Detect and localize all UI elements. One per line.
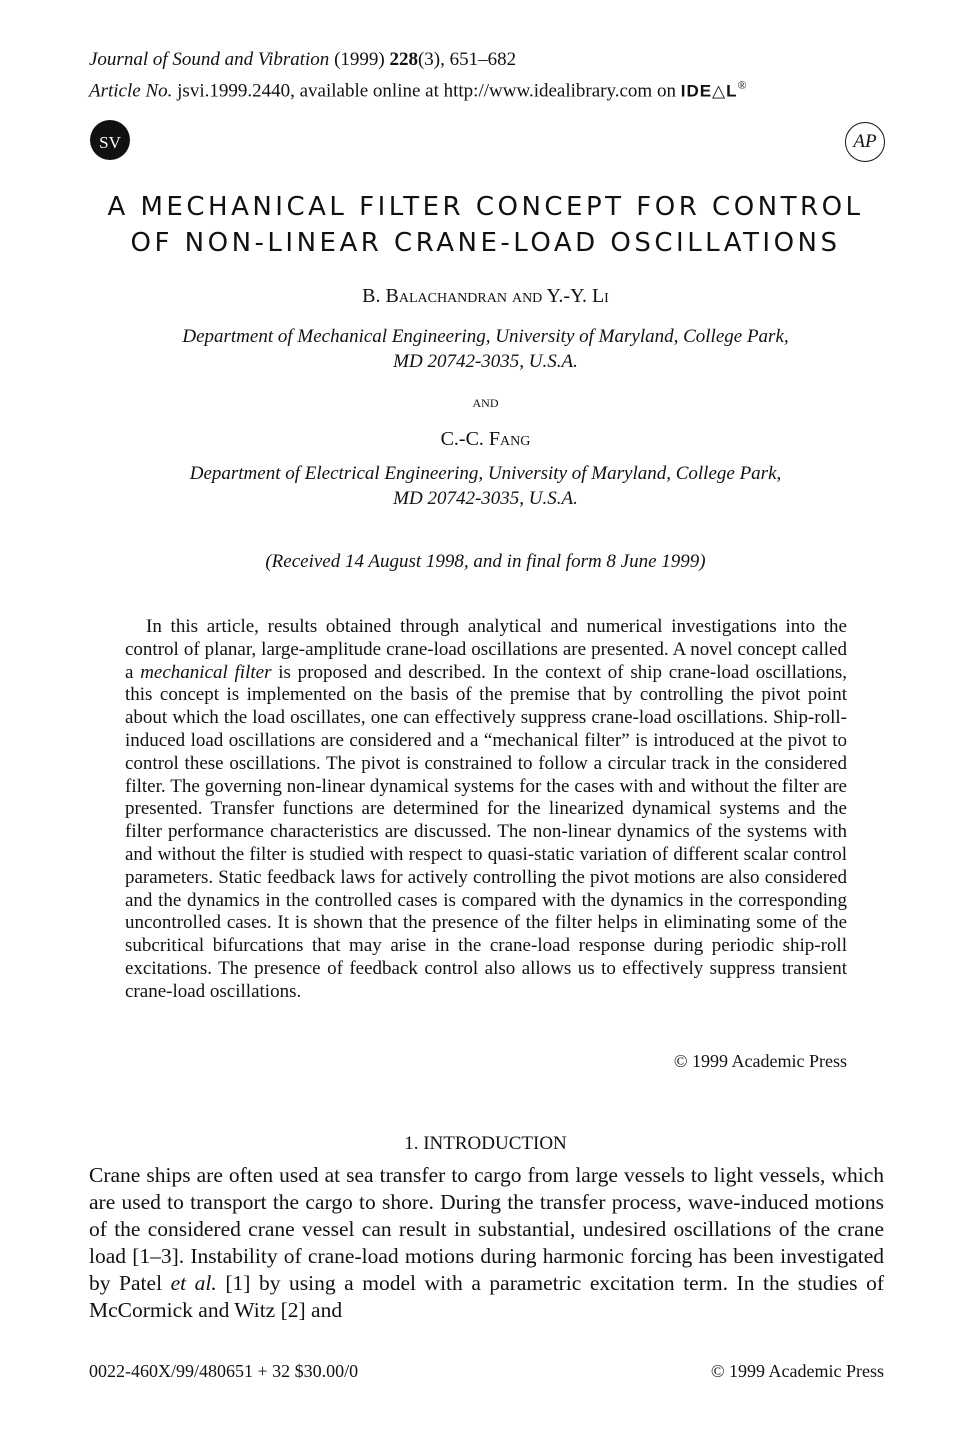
affiliation-1 bbox=[0, 324, 971, 374]
ap-logo-text: AP bbox=[853, 131, 877, 152]
intro-paragraph bbox=[89, 1162, 884, 1324]
affiliation-1-line-2: MD 20742-3035, U.S.A. bbox=[393, 351, 578, 372]
journal-citation bbox=[89, 48, 516, 72]
abstract-emphasis: mechanical filter bbox=[140, 661, 272, 683]
registered-mark: ® bbox=[737, 78, 747, 92]
journal-volume: 228 bbox=[389, 49, 418, 70]
authors-2: C.-C. Fang bbox=[440, 428, 531, 450]
title-line-1: A MECHANICAL FILTER CONCEPT FOR CONTROL bbox=[107, 192, 864, 222]
affiliation-2-line-2: MD 20742-3035, U.S.A. bbox=[393, 488, 578, 509]
section-heading: 1. INTRODUCTION bbox=[404, 1133, 567, 1154]
abstract-copyright: © 1999 Academic Press bbox=[673, 1051, 847, 1071]
journal-issue-pages: (3), 651–682 bbox=[417, 49, 517, 70]
title-line-2: OF NON-LINEAR CRANE-LOAD OSCILLATIONS bbox=[130, 228, 841, 258]
sv-logo bbox=[90, 120, 130, 160]
paper-title bbox=[0, 189, 971, 261]
received-dates: (Received 14 August 1998, and in final form 8 June 1999) bbox=[265, 551, 706, 572]
journal-year: (1999) bbox=[334, 49, 385, 70]
intro-body bbox=[89, 1162, 884, 1324]
ap-logo bbox=[845, 122, 885, 162]
affiliation-2-line-1: Department of Electrical Engineering, University of Maryland, College Park, bbox=[189, 463, 782, 484]
footer-copyright: © 1999 Academic Press bbox=[710, 1361, 884, 1381]
intro-text-1: Crane ships are often used at sea transfer to cargo from large vessels to light vessels, which are used to transport the cargo to shore. During the transfer process, wave-induced motions of the considered crane vessel can result in substantial, undesired oscillations of the crane load [1–3]. Instability of crane-load motions during harmonic forcing has been investigated by Patel bbox=[89, 1163, 884, 1295]
and-separator: and bbox=[472, 392, 499, 411]
affiliation-2 bbox=[0, 461, 971, 511]
authors-1: B. Balachandran and Y.-Y. Li bbox=[362, 285, 609, 307]
abstract-paragraph bbox=[125, 616, 847, 1004]
ideal-logo: IDE△L bbox=[680, 81, 738, 101]
article-text: jsvi.1999.2440, available online at http://www.idealibrary.com on bbox=[177, 80, 676, 102]
abstract-text-2: is proposed and described. In the context of ship crane-load oscillations, this concept is implemented on the basis of the premise that by controlling the pivot point about which the load oscillates, one can effectively suppress crane-load oscillations. Ship-roll-induced load oscillations are considered and a “mechanical filter” is introduced at the pivot to control these oscillations. The pivot is constrained to follow a circular track in the considered filter. The governing non-linear dynamical systems for the cases with and without the filter are presented. Transfer functions are determined for the linearized dynamical systems and the filter performance characteristics are discussed. The non-linear dynamics of the systems with and without the filter is studied with respect to quasi-static variation of different scalar control parameters. Static feedback laws for actively controlling the pivot motions are also considered and the dynamics in the controlled cases is compared with the dynamics in the corresponding uncontrolled cases. It is shown that the presence of the filter helps in eliminating some of the subcritical bifurcations that may arise in the crane-load response during periodic ship-roll excitations. The presence of feedback control also allows us to effectively suppress transient crane-load oscillations. bbox=[125, 661, 848, 1002]
intro-etal: et al. bbox=[170, 1271, 217, 1295]
affiliation-1-line-1: Department of Mechanical Engineering, University of Maryland, College Park, bbox=[182, 326, 789, 347]
article-label: Article No. bbox=[89, 80, 173, 102]
article-line bbox=[89, 73, 747, 103]
intro-text-2: [1] by using a model with a parametric excitation term. In the studies of McCormick and Witz [2] and bbox=[89, 1271, 884, 1322]
abstract bbox=[125, 616, 847, 1004]
journal-name: Journal of Sound and Vibration bbox=[89, 49, 330, 70]
sv-logo-text: SV bbox=[99, 133, 121, 152]
abstract-text-1: In this article, results obtained through analytical and numerical investigations into the control of planar, large-amplitude crane-load oscillations are presented. A novel concept called a bbox=[125, 616, 847, 683]
footer-code: 0022-460X/99/480651 + 32 $30.00/0 bbox=[89, 1361, 359, 1381]
